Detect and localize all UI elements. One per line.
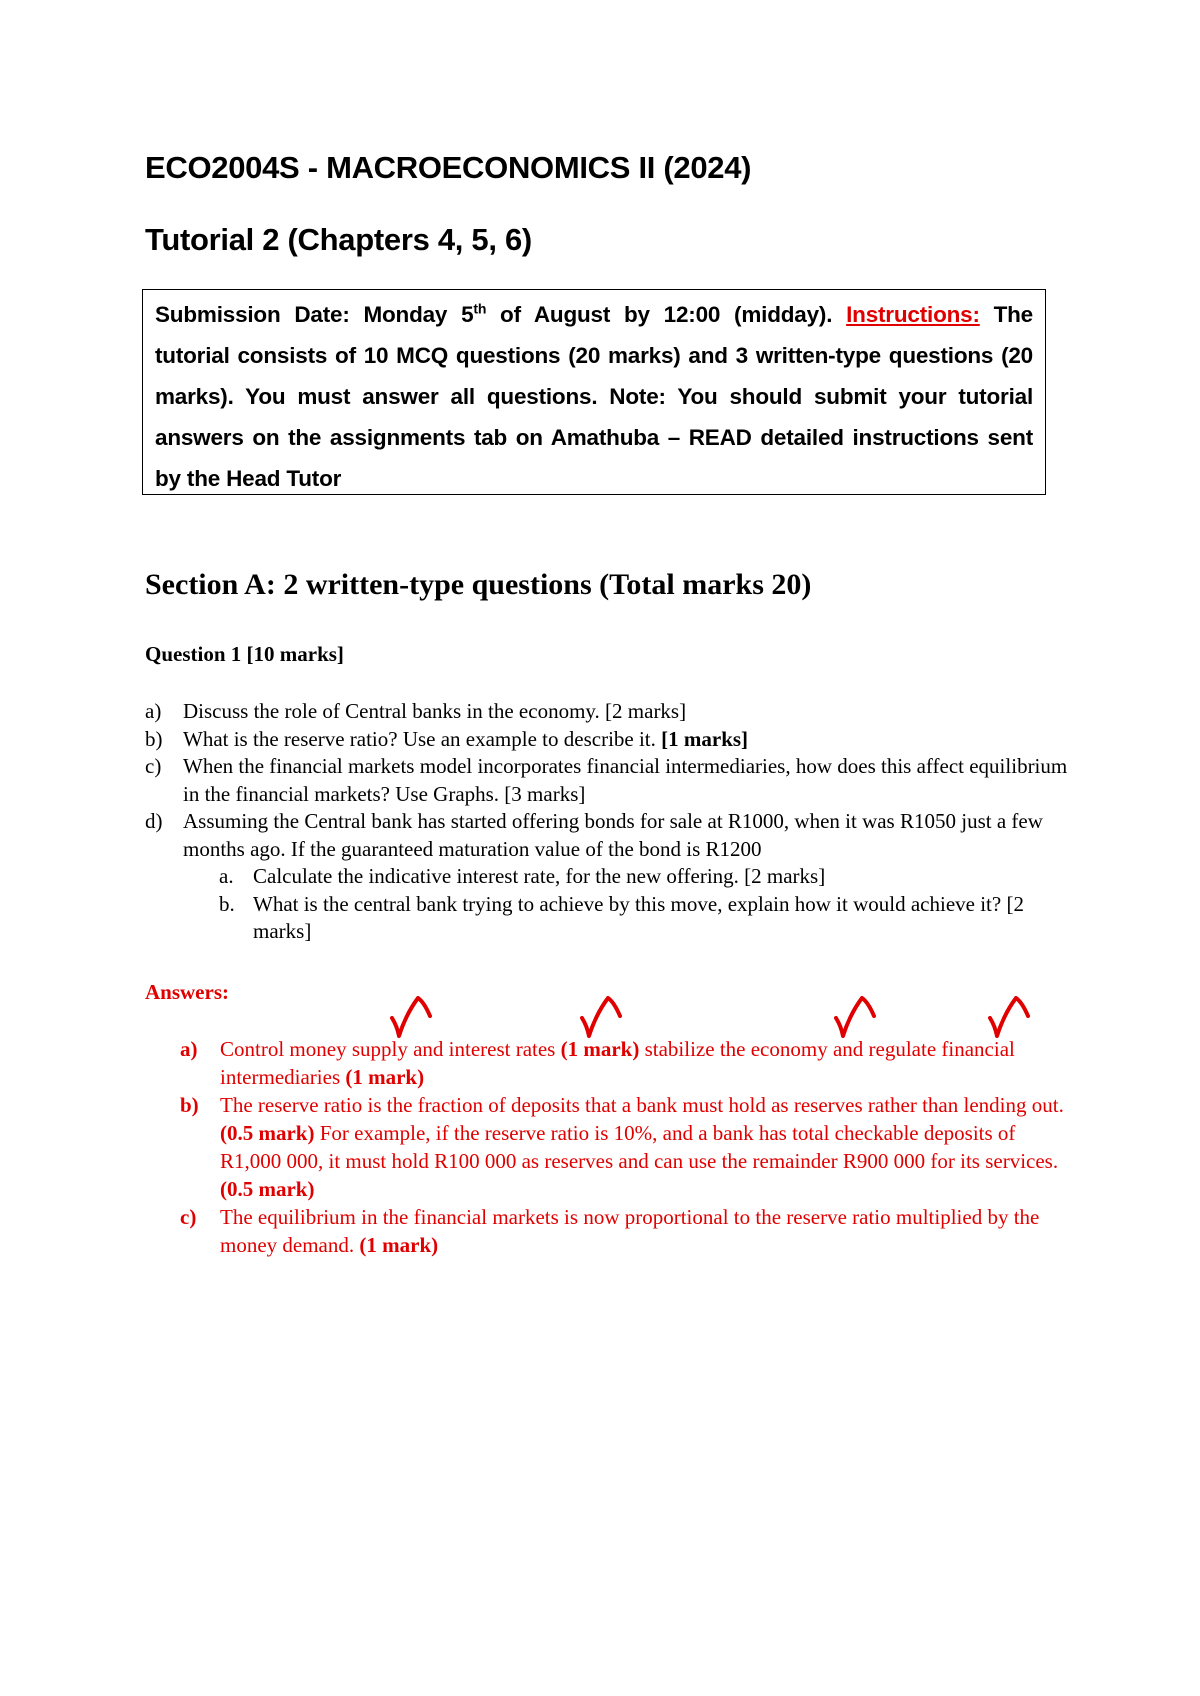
- question-1-heading: Question 1 [10 marks]: [145, 642, 344, 666]
- answer-text: The reserve ratio is the fraction of deposits that a bank must hold as reserves rather than lending out. (0.5 mark) For example, if the reserve ratio is 10%, and a bank has total checkable deposits of R1,000 000, it must hold R100 000 as reserves and can use the remainder R900 000 for its services. (0.5 mark): [220, 1093, 1064, 1201]
- question-subitem: [219, 891, 1075, 946]
- question-item: [145, 726, 1075, 754]
- question-1-list: [145, 698, 1075, 946]
- answers-list: [180, 1035, 1080, 1259]
- subitem-text: Calculate the indicative interest rate, for the new offering. [2 marks]: [253, 864, 826, 888]
- answer-item: [180, 1091, 1080, 1203]
- answer-text: Control money supply and interest rates (1 mark) stabilize the economy and regulate financial intermediaries (1 mark): [220, 1037, 1015, 1089]
- course-title: ECO2004S - MACROECONOMICS II (2024): [145, 150, 752, 185]
- answer-mark: (0.5 mark): [220, 1177, 315, 1201]
- question-item: [145, 808, 1075, 863]
- submission-date-text: Submission Date: Monday 5: [155, 302, 474, 327]
- instructions-label: Instructions:: [846, 302, 980, 327]
- answer-mark: (1 mark): [560, 1037, 640, 1061]
- question-letter: a): [145, 699, 162, 723]
- answer-item: [180, 1035, 1080, 1091]
- question-marks: [1 marks]: [661, 726, 749, 751]
- question-letter: b): [145, 726, 163, 751]
- answer-mark: (0.5 mark): [220, 1121, 315, 1145]
- answers-heading: Answers:: [145, 980, 229, 1004]
- date-superscript: th: [473, 300, 487, 317]
- instructions-body: The tutorial consists of 10 MCQ questions (20 marks) and 3 written-type questions (20 marks). You must answer all questions. Note: You should submit your tutorial answers on the assignments tab on Amathuba – READ detailed instructions sent by the Head Tutor: [155, 302, 1033, 491]
- submission-date-rest: of August by 12:00 (midday).: [486, 302, 847, 327]
- question-letter: d): [145, 809, 163, 833]
- question-text: What is the reserve ratio? Use an example to describe it. [1 marks]: [183, 726, 749, 751]
- instructions-box: [142, 289, 1046, 495]
- question-text: Discuss the role of Central banks in the economy. [2 marks]: [183, 699, 687, 723]
- instructions-text: [155, 294, 1033, 499]
- answer-text: The equilibrium in the financial markets is now proportional to the reserve ratio multiplied by the money demand. (1 mark): [220, 1205, 1040, 1257]
- subitem-letter: b.: [219, 891, 235, 916]
- question-subitem: [219, 863, 1075, 891]
- answer-item: [180, 1203, 1080, 1259]
- answer-mark: (1 mark): [359, 1233, 439, 1257]
- question-letter: c): [145, 754, 162, 778]
- subitem-letter: a.: [219, 864, 234, 888]
- question-item: [145, 753, 1075, 808]
- subitem-text: What is the central bank trying to achieve by this move, explain how it would achieve it? [2 marks]: [253, 891, 1024, 943]
- tutorial-title: Tutorial 2 (Chapters 4, 5, 6): [145, 222, 532, 257]
- question-text: When the financial markets model incorporates financial intermediaries, how does this affect equilibrium in the financial markets? Use Graphs. [3 marks]: [183, 754, 1068, 806]
- answer-letter: a): [180, 1037, 198, 1061]
- question-text: Assuming the Central bank has started offering bonds for sale at R1000, when it was R1050 just a few months ago. If the guaranteed maturation value of the bond is R1200: [183, 809, 1043, 861]
- answer-mark: (1 mark): [345, 1065, 425, 1089]
- question-item: [145, 698, 1075, 726]
- answer-letter: b): [180, 1093, 199, 1117]
- section-heading: Section A: 2 written-type questions (Total marks 20): [145, 568, 812, 601]
- answer-letter: c): [180, 1205, 197, 1229]
